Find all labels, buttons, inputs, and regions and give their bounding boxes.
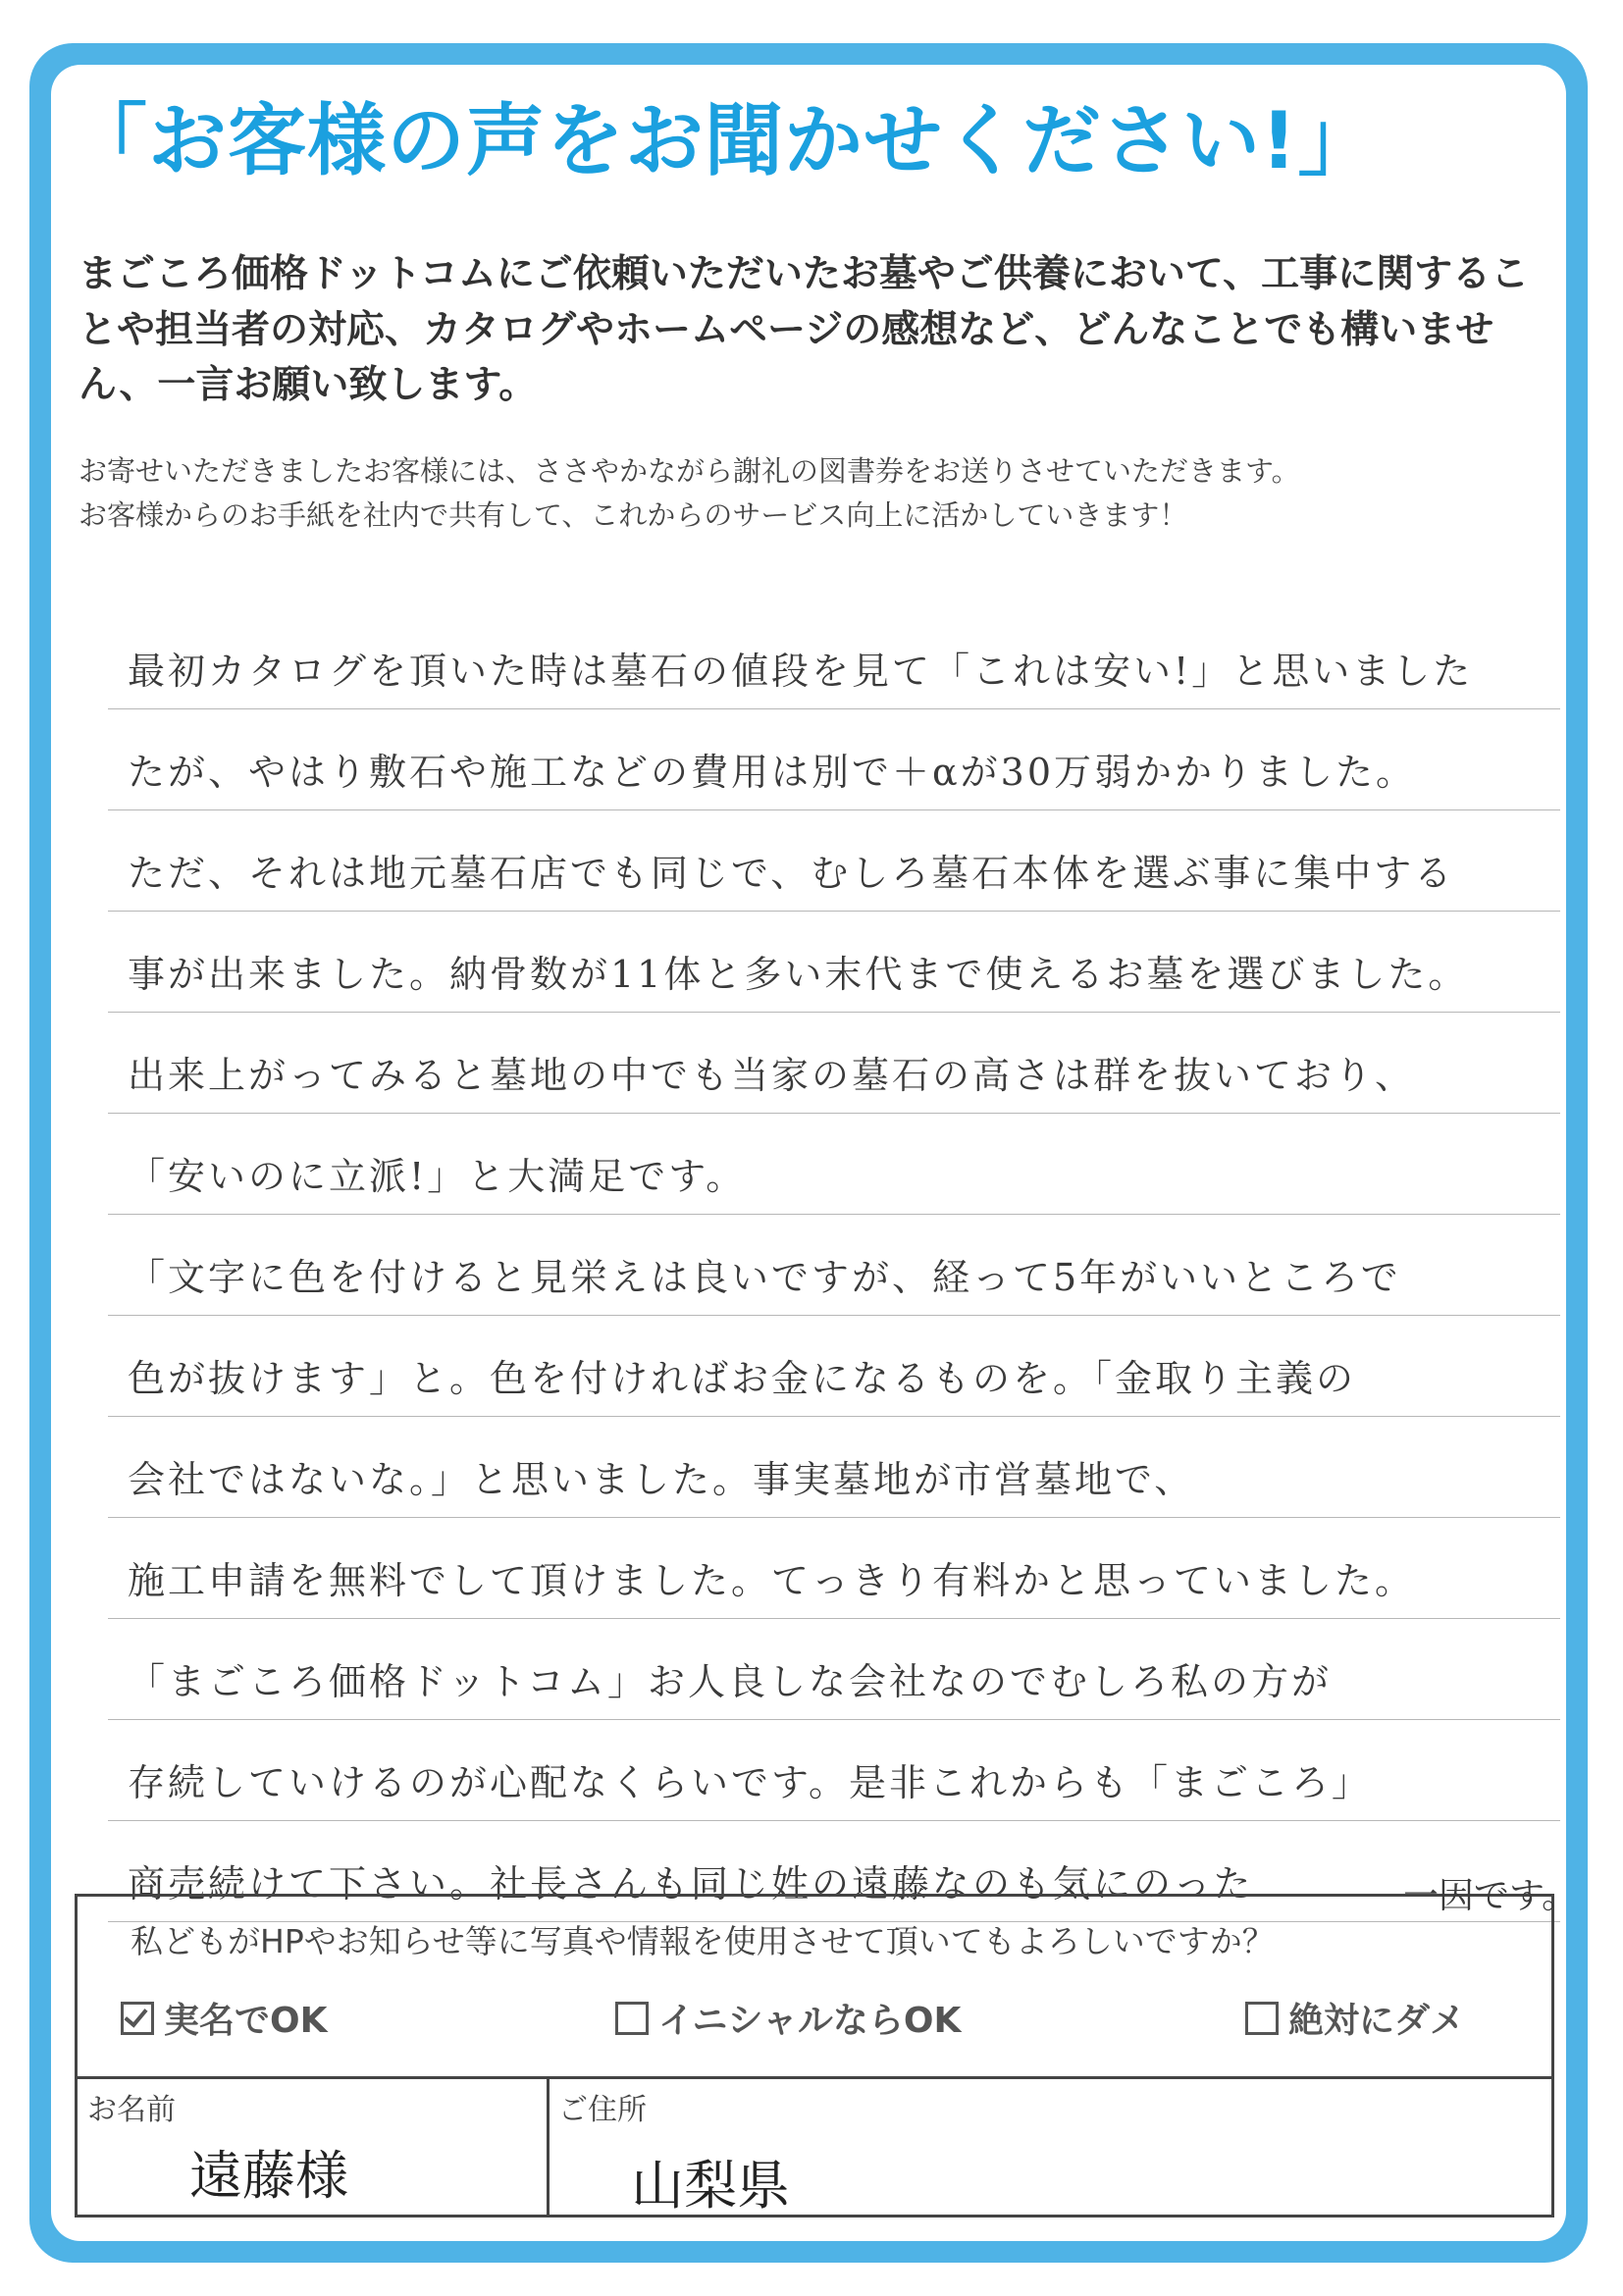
page-title: 「お客様の声をお聞かせください!」: [69, 95, 1378, 186]
name-value: 遠藤様: [189, 2145, 348, 2207]
letter-line-text: 最初カタログを頂いた時は墓石の値段を見て「これは安い!」と思いました: [128, 650, 1474, 693]
letter-line-text: 「文字に色を付けると見栄えは良いですが、経って5年がいいところで: [128, 1256, 1401, 1299]
letter-line-text: 色が抜けます」と。色を付ければお金になるものを。「金取り主義の: [128, 1357, 1357, 1400]
letter-line: [108, 709, 1560, 810]
letter-line: [108, 1013, 1560, 1114]
letter-line-text: 「安いのに立派!」と大満足です。: [128, 1155, 747, 1198]
letter-line: [108, 1720, 1560, 1821]
letter-line: [108, 912, 1560, 1013]
letter-line: [108, 1619, 1560, 1720]
intro-text: まごころ価格ドットコムにご依頼いただいたお墓やご供養において、工事に関することや担当者の対応、カタログやホームページの感想など、どんなことでも構いません、一言お願い致します。: [79, 252, 1530, 408]
customer-info: [75, 2076, 1554, 2218]
field-divider: [547, 2079, 550, 2215]
note-line: お寄せいただきましたお客様には、ささやかながら謝礼の図書券をお送りさせていただきます。: [79, 454, 1300, 488]
letter-line-text: たが、やはり敷石や施工などの費用は別で＋αが30万弱かかりました。: [128, 751, 1417, 794]
address-value: 山梨県: [631, 2155, 790, 2217]
option-label: 絶対にダメ: [1288, 2001, 1466, 2041]
option-label: イニシャルならOK: [658, 2001, 962, 2041]
option-initials[interactable]: [615, 1993, 961, 2043]
letter-line-text: 施工申請を無料でして頂けました。てっきり有料かと思っていました。: [128, 1559, 1416, 1602]
letter-line: [108, 1316, 1560, 1417]
checkbox-checked-icon[interactable]: [121, 2002, 154, 2035]
note-line: お客様からのお手紙を社内で共有して、これからのサービス向上に活かしていきます！: [79, 497, 1188, 532]
letter-line-text: 事が出来ました。納骨数が11体と多い末代まで使えるお墓を選びました。: [128, 953, 1469, 996]
address-label: ご住所: [558, 2093, 647, 2127]
handwritten-letter: [108, 608, 1560, 1922]
letter-line: [108, 1114, 1560, 1215]
option-label: 実名でOK: [164, 2001, 328, 2041]
letter-line-text: ただ、それは地元墓石店でも同じで、むしろ墓石本体を選ぶ事に集中する: [128, 852, 1455, 895]
letter-line-text: 「まごころ価格ドットコム」お人良しな会社なのでむしろ私の方が: [128, 1660, 1332, 1703]
letter-line-text: 商売続けて下さい。社長さんも同じ姓の遠藤なのも気にのった: [128, 1862, 1254, 1905]
letter-line: [108, 1215, 1560, 1316]
option-never[interactable]: [1245, 1993, 1465, 2043]
letter-line-text: 存続していけるのが心配なくらいです。是非これからも「まごころ」: [128, 1761, 1372, 1804]
permission-question: 私どもがHPやお知らせ等に写真や情報を使用させて頂いてもよろしいですか？: [131, 1922, 1275, 1960]
checkbox-icon[interactable]: [1245, 2002, 1279, 2035]
letter-line: [108, 1417, 1560, 1518]
option-real-name[interactable]: [121, 1993, 328, 2043]
letter-line: [108, 810, 1560, 912]
letter-line: [108, 1518, 1560, 1619]
letter-line-text: 出来上がってみると墓地の中でも当家の墓石の高さは群を抜いており、: [128, 1054, 1416, 1097]
letter-line: [108, 608, 1560, 709]
letter-closing: 一因です。: [1403, 1876, 1578, 1916]
permission-section: [75, 1894, 1554, 2076]
name-label: お名前: [87, 2093, 176, 2127]
letter-line-text: 会社ではないな。」と思いました。事実墓地が市営墓地で、: [128, 1458, 1195, 1501]
note-text: [79, 449, 1550, 538]
checkbox-icon[interactable]: [615, 2002, 649, 2035]
